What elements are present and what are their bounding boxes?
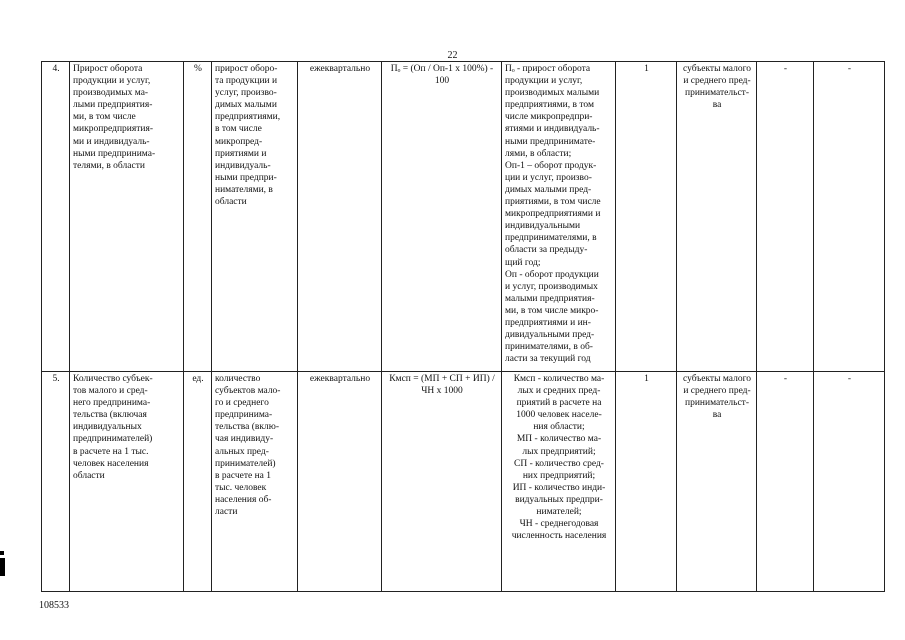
indicator-name-cell: Прирост оборота продукции и услуг, производимых ма- лыми предприятия- ми, в том числе микропредприятия- ми и индивидуаль- ными предпринима- телями, в области (70, 62, 184, 372)
subjects-cell: субъекты малого и среднего пред- принимательст- ва (677, 62, 757, 372)
scan-mark (0, 551, 4, 555)
periodicity-cell: ежеквартально (298, 62, 382, 372)
method-cell: 1 (616, 372, 677, 592)
formula-cell: Пₒ = (Оп / Оп-1 x 100%) - 100 (382, 62, 502, 372)
indicator-name-cell: Количество субъек- тов малого и сред- него предпринима- тельства (включая индивидуальных предпринимателей) в расчете на 1 тыс. человек населения области (70, 372, 184, 592)
formula-cell: Кмсп = (МП + СП + ИП) / ЧН x 1000 (382, 372, 502, 592)
explanation-cell: Пₒ - прирост оборота продукции и услуг, производимых малыми предприятиями, в том числе микропредпри- ятиями и индивидуаль- ными предпринимате- лями, в области; Оп-1 – оборот продук- ции и услуг, произво- димых малыми пред- приятиями, в том числе микропредприятиями и индивидуальными предпринимателями, в области за предыду- щий год; Оп - оборот продукции и услуг, производимых малыми предприятия- ми, в том числе микро- предприятиями и ин- дивидуальными пред- принимателями, в об- ласти за текущий год (502, 62, 616, 372)
page-number: 22 (447, 50, 458, 61)
dash-cell: - (757, 62, 814, 372)
unit-cell: % (184, 62, 212, 372)
dash-cell: - (814, 62, 885, 372)
definition-cell: количество субъектов мало- го и среднего предпринима- тельства (вклю- чая индивиду- альных пред- принимателей) в расчете на 1 тыс. человек населения об- ласти (212, 372, 298, 592)
explanation-cell: Кмсп - количество ма- лых и средних пред- приятий в расчете на 1000 человек населе- ния области; МП - количество ма- лых предприятий; СП - количество сред- них предприятий; ИП - количество инди- видуальных предпри- нимателей; ЧН - среднегодовая численность населения (502, 372, 616, 592)
dash-cell: - (757, 372, 814, 592)
dash-cell: - (814, 372, 885, 592)
method-cell: 1 (616, 62, 677, 372)
row-number-cell: 5. (42, 372, 70, 592)
definition-cell: прирост оборо- та продукции и услуг, произво- димых малыми предприятиями, в том числе микропред- приятиями и индивидуаль- ными предпри- нимателями, в области (212, 62, 298, 372)
subjects-cell: субъекты малого и среднего пред- принимательст- ва (677, 372, 757, 592)
indicators-table (41, 61, 885, 592)
table-row (42, 372, 885, 592)
scan-mark (0, 558, 5, 576)
footer-code: 108533 (39, 600, 69, 611)
periodicity-cell: ежеквартально (298, 372, 382, 592)
row-number-cell: 4. (42, 62, 70, 372)
table-row (42, 62, 885, 372)
unit-cell: ед. (184, 372, 212, 592)
